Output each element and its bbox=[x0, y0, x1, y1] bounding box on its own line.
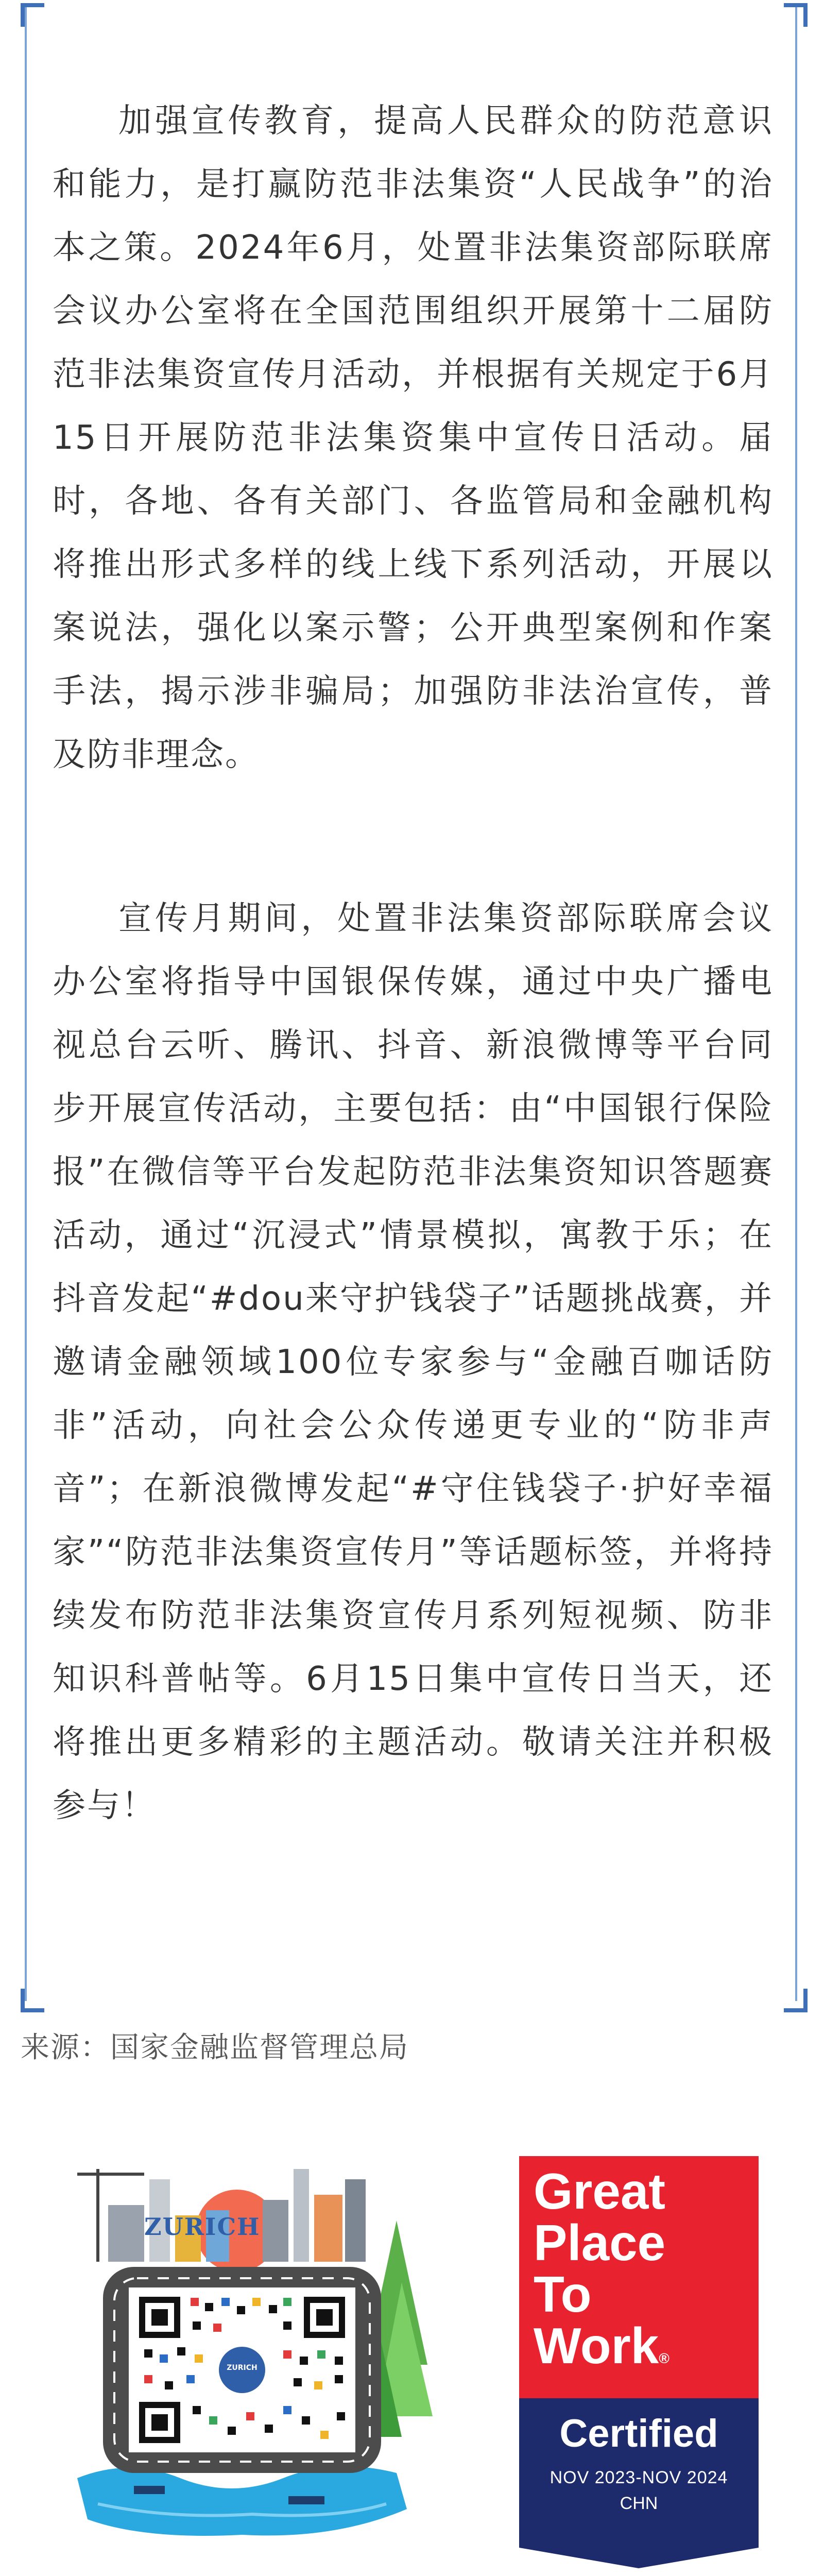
gptw-line-work: Work bbox=[534, 2317, 659, 2374]
frame-corner-top-left bbox=[21, 3, 44, 27]
gptw-line-great: Great bbox=[534, 2163, 666, 2219]
gptw-trademark: ™ bbox=[748, 2538, 757, 2548]
source-credit: 来源：国家金融监督管理总局 bbox=[21, 2031, 409, 2064]
article-paragraph-1: 加强宣传教育，提高人民群众的防范意识和能力，是打赢防范非法集资“人民战争”的治本之策。2024年6月，处置非法集资部际联席会议办公室将在全国范围组织开展第十二届防范非法集资宣传月活动，并根据有关规定于6月15日开展防范非法集资集中宣传日活动。届时，各地、各有关部门、各监管局和金融机构将推出形式多样的线上线下系列活动，开展以案说法，强化以案示警；公开典型案例和作案手法，揭示涉非骗局；加强防非法治宣传，普及防非理念。 bbox=[53, 102, 774, 774]
great-place-to-work-badge bbox=[519, 2156, 764, 2568]
gptw-registered-mark: ® bbox=[659, 2350, 670, 2366]
gptw-line-place: Place bbox=[534, 2214, 666, 2271]
qr-code-card[interactable] bbox=[67, 2148, 438, 2561]
qr-illustration bbox=[67, 2148, 438, 2561]
zurich-brand-text: ZURICH bbox=[144, 2213, 261, 2241]
frame-corner-bottom-right bbox=[784, 1989, 808, 2012]
gptw-certification-period: NOV 2023-NOV 2024 bbox=[550, 2468, 728, 2487]
frame-corner-top-right bbox=[784, 3, 808, 27]
article-paragraph-2: 宣传月期间，处置非法集资部际联席会议办公室将指导中国银保传媒，通过中央广播电视总台云听、腾讯、抖音、新浪微博等平台同步开展宣传活动，主要包括：由“中国银行保险报”在微信等平台发起防范非法集资知识答题赛活动，通过“沉浸式”情景模拟，寓教于乐；在抖音发起“#dou来守护钱袋子”话题挑战赛，并邀请金融领域100位专家参与“金融百咖话防非”活动，向社会公众传递更专业的“防非声音”；在新浪微博发起“#守住钱袋子·护好幸福家”“防范非法集资宣传月”等话题标签，并将持续发布防范非法集资宣传月系列短视频、防非知识科普帖等。6月15日集中宣传日当天，还将推出更多精彩的主题活动。敬请关注并积极参与！ bbox=[53, 900, 774, 1825]
gptw-country: CHN bbox=[620, 2494, 658, 2513]
gptw-line-to: To bbox=[534, 2266, 592, 2323]
gptw-certified: Certified bbox=[559, 2412, 718, 2455]
qr-center-badge: ZURICH bbox=[227, 2364, 258, 2372]
frame-corner-bottom-left bbox=[21, 1989, 44, 2012]
